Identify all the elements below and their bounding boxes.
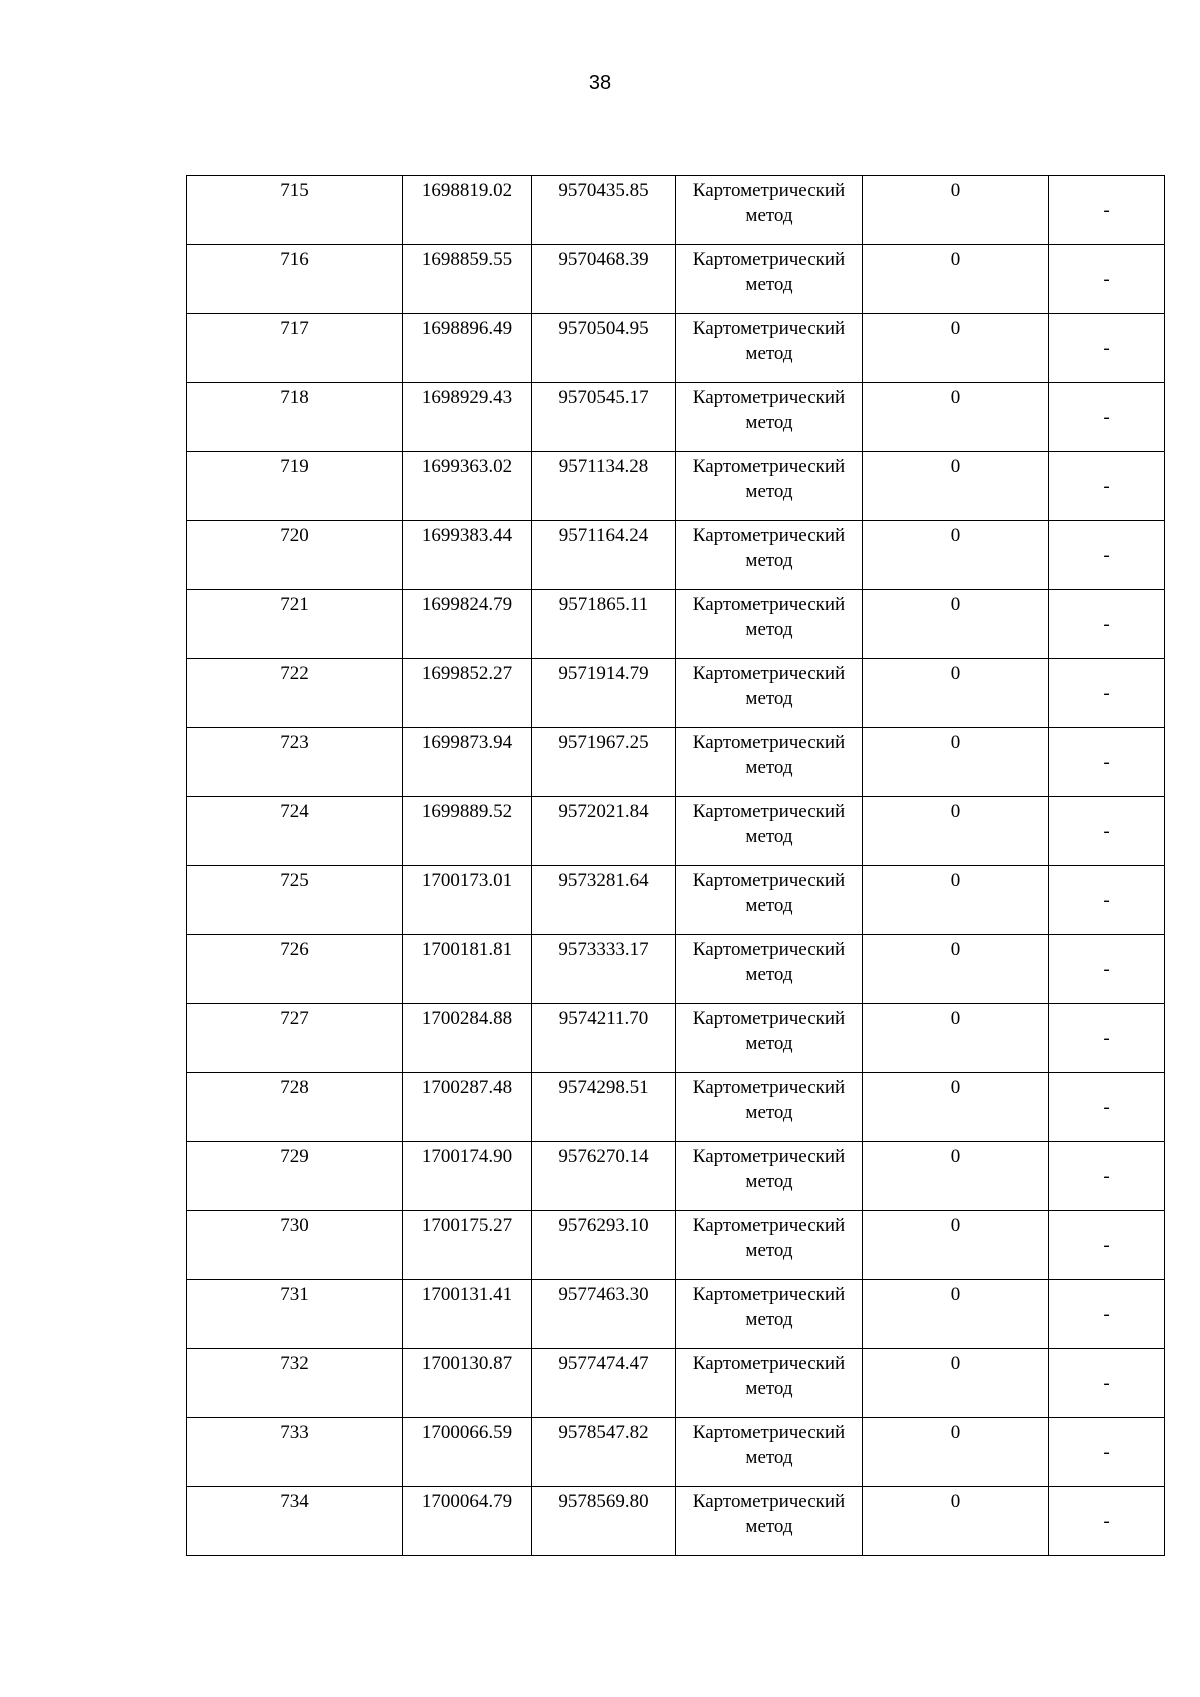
cell-x-coordinate-value: 1699383.44	[421, 525, 513, 546]
cell-x-coordinate	[403, 1487, 532, 1556]
cell-note-value: -	[1103, 1096, 1110, 1118]
cell-accuracy-value: 0	[950, 870, 961, 891]
cell-note-value: -	[1103, 1372, 1110, 1394]
method-line: Картометрический	[692, 1146, 846, 1167]
cell-point-number-value: 724	[280, 801, 309, 822]
cell-point-number-value: 729	[280, 1146, 309, 1167]
cell-x-coordinate-value: 1699363.02	[421, 456, 513, 477]
cell-y-coordinate-value: 9570435.85	[558, 180, 649, 201]
cell-note-value: -	[1103, 820, 1110, 842]
cell-x-coordinate	[403, 452, 532, 521]
cell-x-coordinate-value: 1700064.79	[421, 1491, 513, 1512]
cell-x-coordinate	[403, 1211, 532, 1280]
cell-point-number	[187, 935, 403, 1004]
method-line: Картометрический	[692, 939, 846, 960]
cell-method	[676, 590, 863, 659]
cell-note-value: -	[1103, 406, 1110, 428]
cell-y-coordinate	[532, 1487, 676, 1556]
cell-accuracy	[863, 1280, 1049, 1349]
method-line: метод	[745, 826, 793, 847]
cell-y-coordinate	[532, 797, 676, 866]
cell-point-number-value: 731	[280, 1284, 309, 1305]
cell-note-value: -	[1103, 199, 1110, 221]
cell-point-number-value: 730	[280, 1215, 309, 1236]
cell-note	[1049, 1004, 1165, 1073]
table-row	[187, 1418, 1165, 1487]
method-line: метод	[745, 274, 793, 295]
cell-method	[676, 521, 863, 590]
cell-y-coordinate	[532, 176, 676, 245]
cell-y-coordinate-value: 9570545.17	[558, 387, 649, 408]
cell-point-number-value: 722	[280, 663, 309, 684]
cell-x-coordinate	[403, 866, 532, 935]
cell-accuracy-value: 0	[950, 1491, 961, 1512]
cell-x-coordinate	[403, 1280, 532, 1349]
cell-note	[1049, 1142, 1165, 1211]
cell-y-coordinate-value: 9578547.82	[558, 1422, 649, 1443]
cell-point-number-value: 720	[280, 525, 309, 546]
cell-note-value: -	[1103, 1303, 1110, 1325]
cell-accuracy-value: 0	[950, 1422, 961, 1443]
cell-accuracy-value: 0	[950, 249, 961, 270]
cell-x-coordinate	[403, 1004, 532, 1073]
cell-note-value: -	[1103, 268, 1110, 290]
cell-y-coordinate-value: 9572021.84	[558, 801, 649, 822]
cell-note-value: -	[1103, 613, 1110, 635]
cell-x-coordinate	[403, 176, 532, 245]
cell-y-coordinate	[532, 1004, 676, 1073]
cell-point-number-value: 732	[280, 1353, 309, 1374]
cell-y-coordinate-value: 9576293.10	[558, 1215, 649, 1236]
method-line: Картометрический	[692, 870, 846, 891]
cell-y-coordinate	[532, 728, 676, 797]
table-row	[187, 797, 1165, 866]
method-line: метод	[745, 1309, 793, 1330]
method-line: Картометрический	[692, 1422, 846, 1443]
cell-note	[1049, 1487, 1165, 1556]
cell-accuracy-value: 0	[950, 1008, 961, 1029]
table-row	[187, 866, 1165, 935]
method-line: метод	[745, 895, 793, 916]
cell-x-coordinate	[403, 590, 532, 659]
method-line: метод	[745, 1033, 793, 1054]
cell-y-coordinate	[532, 935, 676, 1004]
table-row	[187, 1142, 1165, 1211]
cell-point-number	[187, 521, 403, 590]
cell-point-number	[187, 590, 403, 659]
method-line: Картометрический	[692, 1215, 846, 1236]
cell-note-value: -	[1103, 1165, 1110, 1187]
cell-y-coordinate	[532, 1142, 676, 1211]
table-row	[187, 728, 1165, 797]
method-line: метод	[745, 688, 793, 709]
cell-note	[1049, 659, 1165, 728]
table-row	[187, 452, 1165, 521]
cell-x-coordinate	[403, 245, 532, 314]
cell-point-number	[187, 452, 403, 521]
cell-accuracy-value: 0	[950, 801, 961, 822]
cell-y-coordinate	[532, 1073, 676, 1142]
method-line: Картометрический	[692, 456, 846, 477]
cell-note-value: -	[1103, 682, 1110, 704]
cell-note	[1049, 935, 1165, 1004]
cell-note	[1049, 1418, 1165, 1487]
cell-x-coordinate	[403, 1418, 532, 1487]
cell-note	[1049, 245, 1165, 314]
cell-accuracy-value: 0	[950, 1077, 961, 1098]
cell-method	[676, 935, 863, 1004]
table-row	[187, 521, 1165, 590]
cell-point-number-value: 721	[280, 594, 309, 615]
cell-point-number-value: 725	[280, 870, 309, 891]
method-line: Картометрический	[692, 1008, 846, 1029]
cell-note	[1049, 1280, 1165, 1349]
cell-note	[1049, 176, 1165, 245]
cell-x-coordinate-value: 1699873.94	[421, 732, 513, 753]
cell-x-coordinate-value: 1700130.87	[421, 1353, 513, 1374]
table-row	[187, 245, 1165, 314]
cell-y-coordinate-value: 9577474.47	[558, 1353, 649, 1374]
table-row	[187, 176, 1165, 245]
cell-x-coordinate-value: 1700181.81	[421, 939, 513, 960]
cell-accuracy	[863, 590, 1049, 659]
cell-y-coordinate	[532, 590, 676, 659]
method-line: метод	[745, 1378, 793, 1399]
cell-point-number	[187, 1280, 403, 1349]
cell-note	[1049, 452, 1165, 521]
cell-note-value: -	[1103, 751, 1110, 773]
cell-y-coordinate-value: 9571134.28	[558, 456, 649, 477]
table-row	[187, 1280, 1165, 1349]
cell-x-coordinate	[403, 521, 532, 590]
table-row	[187, 314, 1165, 383]
cell-point-number	[187, 1418, 403, 1487]
cell-note	[1049, 728, 1165, 797]
cell-note	[1049, 590, 1165, 659]
cell-note	[1049, 314, 1165, 383]
method-line: метод	[745, 964, 793, 985]
cell-note-value: -	[1103, 544, 1110, 566]
cell-y-coordinate-value: 9577463.30	[558, 1284, 649, 1305]
cell-accuracy	[863, 176, 1049, 245]
cell-accuracy-value: 0	[950, 594, 961, 615]
cell-x-coordinate-value: 1700287.48	[421, 1077, 513, 1098]
cell-point-number-value: 726	[280, 939, 309, 960]
cell-x-coordinate	[403, 1073, 532, 1142]
cell-point-number-value: 718	[280, 387, 309, 408]
cell-note	[1049, 1349, 1165, 1418]
cell-note	[1049, 383, 1165, 452]
cell-point-number	[187, 383, 403, 452]
cell-y-coordinate	[532, 1349, 676, 1418]
cell-accuracy-value: 0	[950, 1215, 961, 1236]
cell-point-number	[187, 659, 403, 728]
cell-point-number	[187, 314, 403, 383]
cell-method	[676, 866, 863, 935]
cell-accuracy-value: 0	[950, 525, 961, 546]
method-line: Картометрический	[692, 318, 846, 339]
cell-point-number-value: 717	[280, 318, 309, 339]
cell-method	[676, 314, 863, 383]
cell-method	[676, 1142, 863, 1211]
table-row	[187, 659, 1165, 728]
cell-x-coordinate-value: 1698929.43	[421, 387, 513, 408]
cell-accuracy-value: 0	[950, 456, 961, 477]
cell-note	[1049, 1073, 1165, 1142]
cell-x-coordinate-value: 1700131.41	[421, 1284, 513, 1305]
cell-method	[676, 659, 863, 728]
cell-x-coordinate	[403, 1142, 532, 1211]
cell-note	[1049, 1211, 1165, 1280]
cell-note-value: -	[1103, 958, 1110, 980]
coordinates-table	[186, 175, 1165, 1556]
cell-x-coordinate-value: 1700175.27	[421, 1215, 513, 1236]
cell-accuracy	[863, 1211, 1049, 1280]
cell-accuracy-value: 0	[950, 1146, 961, 1167]
cell-point-number	[187, 1211, 403, 1280]
cell-method	[676, 797, 863, 866]
table-row	[187, 590, 1165, 659]
cell-note-value: -	[1103, 1027, 1110, 1049]
cell-note-value: -	[1103, 475, 1110, 497]
cell-point-number	[187, 1073, 403, 1142]
table-row	[187, 1211, 1165, 1280]
method-line: Картометрический	[692, 180, 846, 201]
cell-method	[676, 176, 863, 245]
cell-x-coordinate-value: 1700173.01	[421, 870, 513, 891]
cell-y-coordinate	[532, 866, 676, 935]
cell-y-coordinate-value: 9576270.14	[558, 1146, 649, 1167]
cell-accuracy-value: 0	[950, 387, 961, 408]
cell-method	[676, 1487, 863, 1556]
cell-point-number-value: 723	[280, 732, 309, 753]
coordinates-table-body	[187, 176, 1165, 1556]
cell-accuracy	[863, 797, 1049, 866]
table-row	[187, 383, 1165, 452]
cell-accuracy	[863, 245, 1049, 314]
cell-y-coordinate	[532, 1280, 676, 1349]
cell-accuracy-value: 0	[950, 732, 961, 753]
cell-method	[676, 452, 863, 521]
cell-note-value: -	[1103, 1510, 1110, 1532]
cell-x-coordinate-value: 1698859.55	[421, 249, 513, 270]
cell-accuracy	[863, 728, 1049, 797]
cell-accuracy	[863, 1073, 1049, 1142]
cell-note	[1049, 797, 1165, 866]
cell-accuracy	[863, 1142, 1049, 1211]
cell-x-coordinate-value: 1700066.59	[421, 1422, 513, 1443]
cell-point-number	[187, 245, 403, 314]
cell-y-coordinate	[532, 659, 676, 728]
cell-x-coordinate	[403, 383, 532, 452]
table-row	[187, 1349, 1165, 1418]
cell-x-coordinate-value: 1699824.79	[421, 594, 513, 615]
cell-accuracy-value: 0	[950, 180, 961, 201]
table-row	[187, 935, 1165, 1004]
cell-note-value: -	[1103, 1441, 1110, 1463]
cell-accuracy	[863, 1487, 1049, 1556]
cell-accuracy-value: 0	[950, 663, 961, 684]
method-line: Картометрический	[692, 1491, 846, 1512]
method-line: метод	[745, 550, 793, 571]
method-line: метод	[745, 1240, 793, 1261]
cell-y-coordinate	[532, 314, 676, 383]
cell-x-coordinate-value: 1700284.88	[421, 1008, 513, 1029]
table-row	[187, 1073, 1165, 1142]
cell-method	[676, 1211, 863, 1280]
cell-method	[676, 1418, 863, 1487]
method-line: метод	[745, 1447, 793, 1468]
method-line: Картометрический	[692, 1353, 846, 1374]
cell-point-number-value: 728	[280, 1077, 309, 1098]
method-line: Картометрический	[692, 732, 846, 753]
cell-accuracy-value: 0	[950, 318, 961, 339]
cell-x-coordinate	[403, 314, 532, 383]
cell-x-coordinate-value: 1699889.52	[421, 801, 513, 822]
cell-y-coordinate	[532, 1211, 676, 1280]
cell-x-coordinate	[403, 659, 532, 728]
cell-point-number-value: 715	[280, 180, 309, 201]
cell-point-number-value: 727	[280, 1008, 309, 1029]
cell-method	[676, 1349, 863, 1418]
cell-point-number-value: 733	[280, 1422, 309, 1443]
cell-point-number	[187, 1004, 403, 1073]
cell-accuracy	[863, 935, 1049, 1004]
cell-accuracy	[863, 452, 1049, 521]
cell-x-coordinate	[403, 797, 532, 866]
method-line: метод	[745, 619, 793, 640]
cell-method	[676, 383, 863, 452]
method-line: метод	[745, 757, 793, 778]
method-line: метод	[745, 481, 793, 502]
method-line: метод	[745, 1516, 793, 1537]
method-line: Картометрический	[692, 663, 846, 684]
method-line: Картометрический	[692, 525, 846, 546]
cell-accuracy-value: 0	[950, 1284, 961, 1305]
method-line: метод	[745, 1102, 793, 1123]
cell-y-coordinate-value: 9573281.64	[558, 870, 649, 891]
cell-point-number	[187, 1142, 403, 1211]
cell-x-coordinate-value: 1698896.49	[421, 318, 513, 339]
cell-y-coordinate	[532, 1418, 676, 1487]
cell-x-coordinate	[403, 728, 532, 797]
cell-accuracy	[863, 1349, 1049, 1418]
cell-method	[676, 728, 863, 797]
cell-y-coordinate	[532, 521, 676, 590]
cell-y-coordinate-value: 9578569.80	[558, 1491, 649, 1512]
cell-x-coordinate	[403, 935, 532, 1004]
cell-point-number	[187, 176, 403, 245]
cell-accuracy	[863, 521, 1049, 590]
cell-note-value: -	[1103, 889, 1110, 911]
cell-method	[676, 1280, 863, 1349]
cell-y-coordinate-value: 9574298.51	[558, 1077, 649, 1098]
cell-y-coordinate	[532, 245, 676, 314]
method-line: метод	[745, 343, 793, 364]
cell-point-number	[187, 797, 403, 866]
cell-point-number	[187, 728, 403, 797]
method-line: метод	[745, 412, 793, 433]
cell-method	[676, 245, 863, 314]
cell-y-coordinate-value: 9570468.39	[558, 249, 649, 270]
cell-y-coordinate-value: 9571164.24	[558, 525, 649, 546]
cell-point-number	[187, 1349, 403, 1418]
cell-accuracy	[863, 314, 1049, 383]
cell-y-coordinate	[532, 452, 676, 521]
method-line: Картометрический	[692, 387, 846, 408]
cell-y-coordinate-value: 9571967.25	[558, 732, 649, 753]
cell-note-value: -	[1103, 1234, 1110, 1256]
cell-method	[676, 1073, 863, 1142]
cell-accuracy	[863, 1004, 1049, 1073]
cell-note-value: -	[1103, 337, 1110, 359]
cell-accuracy	[863, 1418, 1049, 1487]
cell-point-number-value: 734	[280, 1491, 309, 1512]
cell-y-coordinate	[532, 383, 676, 452]
cell-accuracy	[863, 659, 1049, 728]
cell-point-number-value: 716	[280, 249, 309, 270]
cell-point-number	[187, 1487, 403, 1556]
cell-x-coordinate-value: 1699852.27	[421, 663, 513, 684]
method-line: Картометрический	[692, 1284, 846, 1305]
cell-point-number	[187, 866, 403, 935]
method-line: Картометрический	[692, 249, 846, 270]
method-line: метод	[745, 205, 793, 226]
cell-method	[676, 1004, 863, 1073]
cell-y-coordinate-value: 9571914.79	[558, 663, 649, 684]
cell-x-coordinate	[403, 1349, 532, 1418]
cell-accuracy	[863, 866, 1049, 935]
table-row	[187, 1004, 1165, 1073]
page-number: 38	[588, 72, 612, 94]
table-row	[187, 1487, 1165, 1556]
cell-accuracy-value: 0	[950, 939, 961, 960]
cell-point-number-value: 719	[280, 456, 309, 477]
method-line: метод	[745, 1171, 793, 1192]
cell-note	[1049, 521, 1165, 590]
method-line: Картометрический	[692, 1077, 846, 1098]
cell-note	[1049, 866, 1165, 935]
cell-x-coordinate-value: 1698819.02	[421, 180, 513, 201]
method-line: Картометрический	[692, 594, 846, 615]
method-line: Картометрический	[692, 801, 846, 822]
cell-x-coordinate-value: 1700174.90	[421, 1146, 513, 1167]
cell-y-coordinate-value: 9573333.17	[558, 939, 649, 960]
cell-y-coordinate-value: 9571865.11	[558, 594, 649, 615]
cell-y-coordinate-value: 9574211.70	[558, 1008, 649, 1029]
cell-y-coordinate-value: 9570504.95	[558, 318, 649, 339]
cell-accuracy-value: 0	[950, 1353, 961, 1374]
cell-accuracy	[863, 383, 1049, 452]
